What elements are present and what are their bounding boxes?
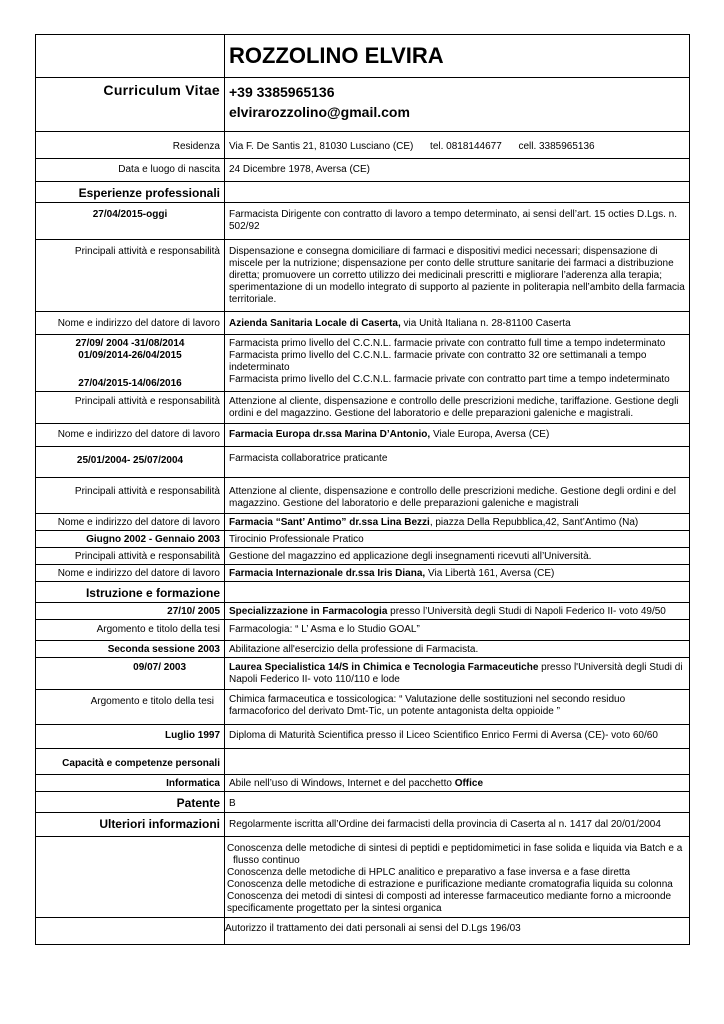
contact-block [225,78,690,132]
privacy-consent: Autorizzo il trattamento dei dati personali ai sensi del D.Lgs 196/03 [225,918,690,945]
job3-activities-label: Principali attività e responsabilità [36,478,225,514]
job2-date-2: 01/09/2014-26/04/2015 [78,350,182,361]
birth-value: 24 Dicembre 1978, Aversa (CE) [225,159,690,182]
job2-role-2: Farmacista primo livello del C.C.N.L. farmacie private con contratto 32 ore settimanali a tempo indeterminato [229,350,647,373]
knowledge-4: Conoscenza dei metodi di sintesi di composti ad interesse farmaceutico mediante forno a microonde specificamente progettato per la sintesi organica [227,891,672,914]
job1-employer [225,312,690,335]
job1-activities-label: Principali attività e responsabilità [36,240,225,312]
job2-activities-label: Principali attività e responsabilità [36,392,225,424]
license-label: Patente [36,792,225,813]
more-info-label: Ulteriori informazioni [36,813,225,837]
edu1-title: Specializzazione in Farmacologia [229,606,388,617]
cv-title: Curriculum Vitae [36,78,225,132]
job3-employer [225,514,690,531]
knowledge-3: Conoscenza delle metodiche di estrazione e purificazione mediante cromatografia liquida su colonna [227,879,673,890]
more-info-text: Regolarmente iscritta all’Ordine dei farmacisti della provincia di Caserta al n. 1417 dal 20/01/2004 [225,813,690,837]
job2-employer-address: Viale Europa, Aversa (CE) [430,429,550,440]
license-value: B [225,792,690,813]
job1-employer-address: via Unità Italiana n. 28-81100 Caserta [400,318,571,329]
job2-employer-label: Nome e indirizzo del datore di lavoro [36,424,225,447]
phone-number: +39 3385965136 [229,84,335,100]
cv-table [35,34,690,945]
section-experience: Esperienze professionali [36,182,225,203]
job2-activities: Attenzione al cliente, dispensazione e controllo delle prescrizioni mediche, tariffazione. Gestione degli ordini e del magazzino. Gestione del laboratorio e delle preparazioni galeniche e magistrali. [225,392,690,424]
privacy-left-cell [36,918,225,945]
section-skills-spacer [225,749,690,775]
it-label: Informatica [36,775,225,792]
job1-employer-label: Nome e indirizzo del datore di lavoro [36,312,225,335]
job2-date-gap [40,362,220,368]
section-education: Istruzione e formazione [36,582,225,603]
edu1-institution: presso l’Università degli Studi di Napoli Federico II- voto 49/50 [387,606,666,617]
section-education-spacer [225,582,690,603]
edu3-institution: presso l'Università degli Studi di Napoli Federico II- voto 110/110 e lode [229,662,683,685]
job4-employer-address: Via Libertà 161, Aversa (CE) [425,568,555,579]
job1-activities: Dispensazione e consegna domiciliare di farmaci e dispositivi medici necessari; dispensazione di miscele per la nutrizione; dispensazione per conto delle strutture sanitarie dei farmaci a distribuzione diretta; promuovere un corretto utilizzo dei medicinali prescritti e migliorare l’aderenza alla terapia; sperimentazione di un modello integrato di supporto al paziente in politerapia nell’ambito della farmacia territoriale. [225,240,690,312]
knowledge-1b: flusso continuo [233,855,300,866]
residence-value: Via F. De Santis 21, 81030 Lusciano (CE) tel. 0818144677 cell. 3385965136 [225,132,690,159]
edu3-date: 09/07/ 2003 [36,658,225,690]
section-skills: Capacità e competenze personali [36,749,225,775]
job3-activities: Attenzione al cliente, dispensazione e controllo delle prescrizioni mediche. Gestione degli ordini e del magazzino. Gestione del laboratorio e delle preparazioni galeniche e magistrali [225,478,690,514]
knowledge-list [225,837,690,918]
section-experience-spacer [225,182,690,203]
edu3-thesis-label: Argomento e titolo della tesi [36,690,225,725]
edu1-thesis: Farmacologia: “ L’ Asma e lo Studio GOAL” [225,620,690,641]
job3-employer-address: , piazza Della Repubblica,42, Sant’Antimo (Na) [429,517,639,528]
job4-employer-name: Farmacia Internazionale dr.ssa Iris Diana, [229,568,426,579]
knowledge-left-cell [36,837,225,918]
job3-employer-name: Farmacia “Sant’ Antimo” dr.ssa Lina Bezzi [229,517,430,528]
person-name: ROZZOLINO ELVIRA [225,35,690,78]
edu3-title: Laurea Specialistica 14/S in Chimica e Tecnologia Farmaceutiche [229,662,539,673]
job4-role: Tirocinio Professionale Pratico [225,531,690,548]
job2-role-3: Farmacista primo livello del C.C.N.L. farmacie private con contratto part time a tempo indeterminato [229,374,670,385]
residence-label: Residenza [36,132,225,159]
job3-date: 25/01/2004- 25/07/2004 [36,447,225,478]
job2-date-1: 27/09/ 2004 -31/08/2014 [75,338,185,349]
job4-employer-label: Nome e indirizzo del datore di lavoro [36,565,225,582]
edu4-text: Diploma di Maturità Scientifica presso il Liceo Scientifico Enrico Fermi di Aversa (CE)- voto 60/60 [225,725,690,749]
edu2-text: Abilitazione all'esercizio della professione di Farmacista. [225,641,690,658]
job3-employer-label: Nome e indirizzo del datore di lavoro [36,514,225,531]
edu3-text [225,658,690,690]
it-description: Abile nell’uso di Windows, Internet e del pacchetto [229,778,455,789]
knowledge-1a: Conoscenza delle metodiche di sintesi di peptidi e peptidomimetici in fase solida e liquida via Batch e a [227,843,683,854]
job3-role: Farmacista collaboratrice praticante [225,447,690,478]
knowledge-2: Conoscenza delle metodiche di HPLC analitico e preparativo a fase inversa e a fase diretta [227,867,631,878]
edu4-date: Luglio 1997 [36,725,225,749]
job2-role-1: Farmacista primo livello del C.C.N.L. farmacie private con contratto full time a tempo indeterminato [229,338,666,349]
job4-date: Giugno 2002 - Gennaio 2003 [36,531,225,548]
job4-activities: Gestione del magazzino ed applicazione degli insegnamenti ricevuti all’Università. [225,548,690,565]
edu3-thesis: Chimica farmaceutica e tossicologica: “ Valutazione delle sostituzioni nel secondo residuo farmacoforico del derivato Dmt-Tic, un potente antagonista delta oppioide ” [225,690,690,725]
job2-dates [36,335,225,392]
job1-date: 27/04/2015-oggi [36,203,225,240]
birth-label: Data e luogo di nascita [36,159,225,182]
job2-date-3: 27/04/2015-14/06/2016 [78,378,182,389]
edu1-thesis-label: Argomento e titolo della tesi [36,620,225,641]
edu1-date: 27/10/ 2005 [36,603,225,620]
job2-roles [225,335,690,392]
job2-employer-name: Farmacia Europa dr.ssa Marina D’Antonio, [229,429,431,440]
job4-activities-label: Principali attività e responsabilità [36,548,225,565]
it-text [225,775,690,792]
job1-role: Farmacista Dirigente con contratto di lavoro a tempo determinato, ai sensi dell’art. 15 octies D.Lgs. n. 502/92 [225,203,690,240]
edu2-date: Seconda sessione 2003 [36,641,225,658]
it-office: Office [454,778,484,789]
job1-employer-name: Azienda Sanitaria Locale di Caserta, [229,318,401,329]
edu1-text [225,603,690,620]
job4-employer [225,565,690,582]
header-left-cell [36,35,225,78]
email-address: elvirarozzolino@gmail.com [229,104,410,120]
job2-employer [225,424,690,447]
